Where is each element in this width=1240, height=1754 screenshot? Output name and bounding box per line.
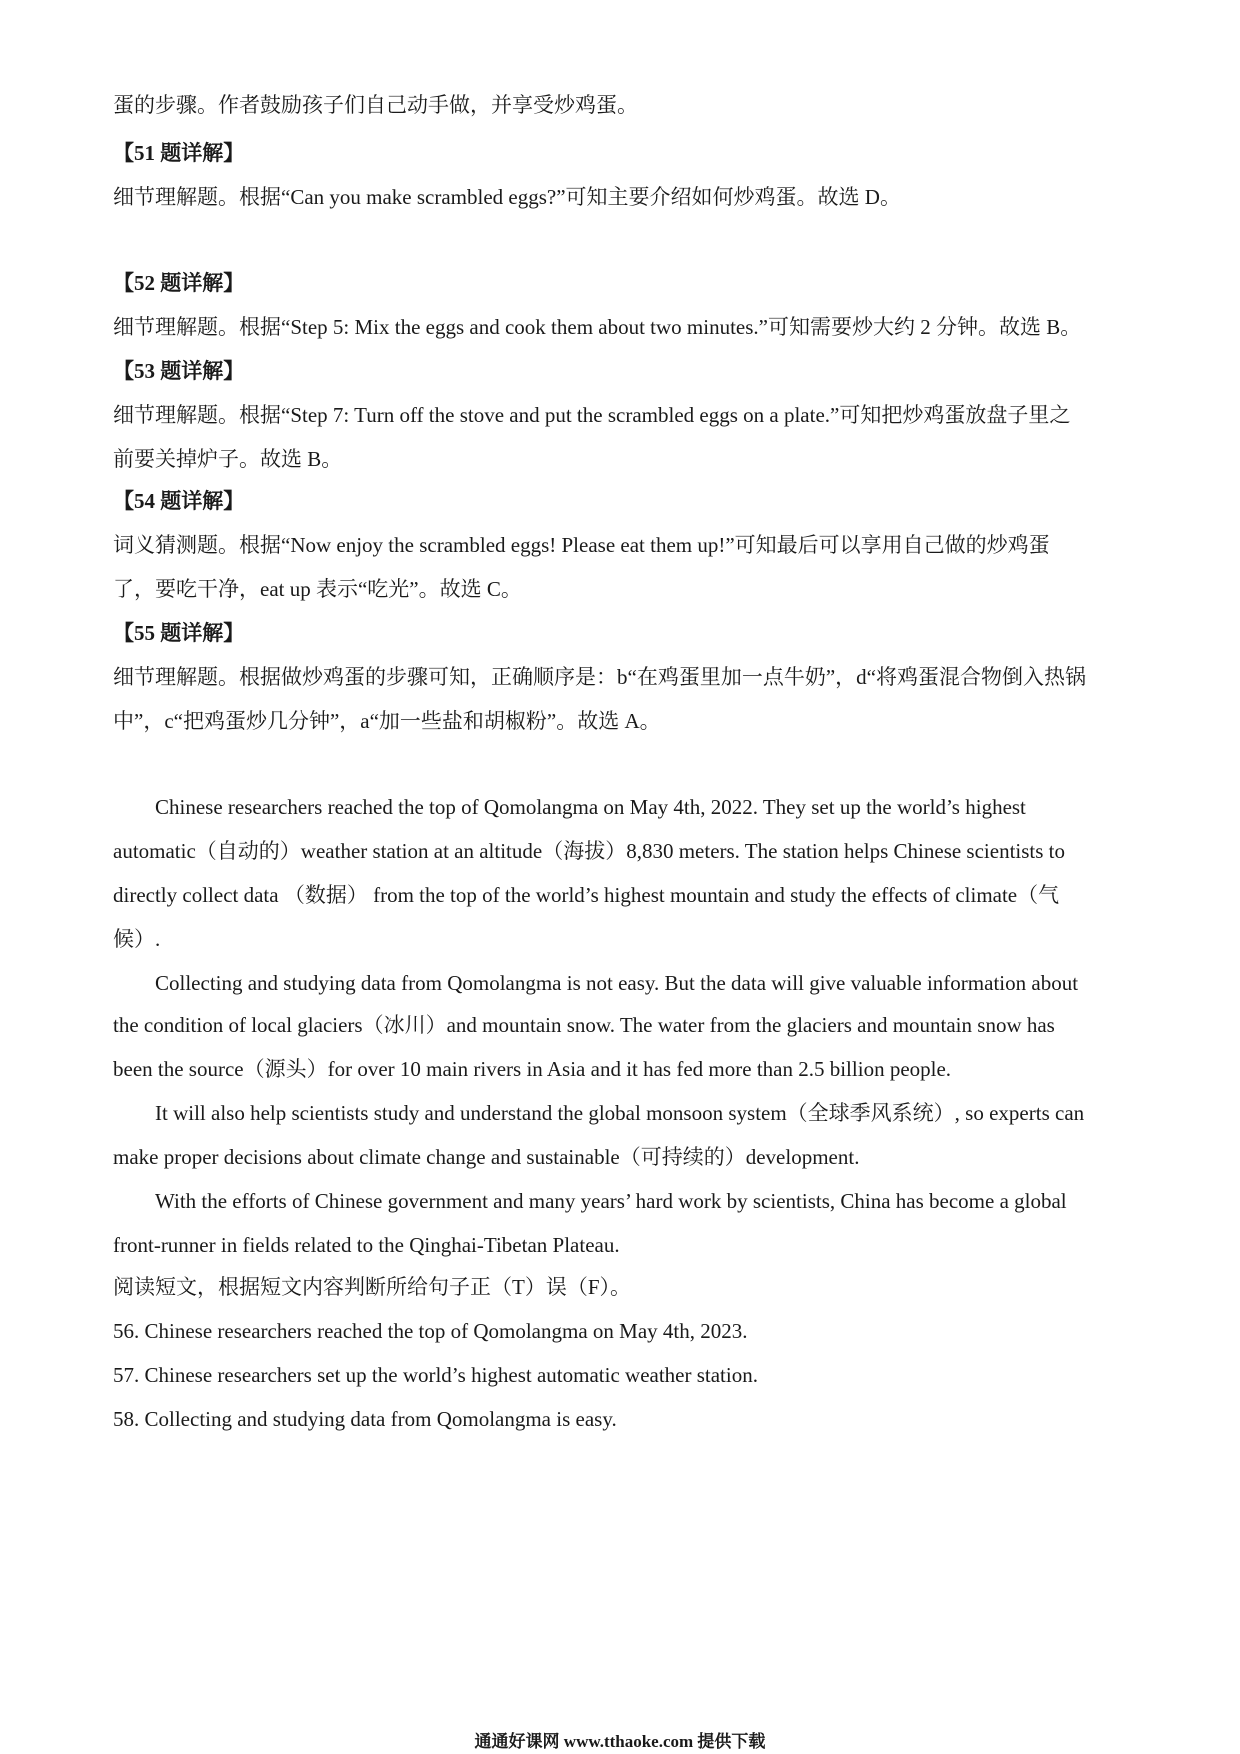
page-footer: 通通好课网 www.tthaoke.com 提供下载	[474, 1732, 766, 1751]
answer-intro-tail: 蛋的步骤。作者鼓励孩子们自己动手做，并享受炒鸡蛋。	[113, 93, 638, 117]
passage-line: front-runner in fields related to the Qinghai-Tibetan Plateau.	[113, 1233, 620, 1257]
q55-explanation-line: 细节理解题。根据做炒鸡蛋的步骤可知，正确顺序是：b“在鸡蛋里加一点牛奶”，d“将鸡蛋混合物倒入热锅	[113, 665, 1086, 689]
q52-heading: 【52 题详解】	[113, 271, 245, 295]
q51-explanation-line: 细节理解题。根据“Can you make scrambled eggs?”可知主要介绍如何炒鸡蛋。故选 D。	[113, 185, 901, 209]
q53-heading: 【53 题详解】	[113, 359, 245, 383]
q53-explanation-line: 细节理解题。根据“Step 7: Turn off the stove and put the scrambled eggs on a plate.”可知把炒鸡蛋放盘子里之	[113, 403, 1071, 427]
passage-line: With the efforts of Chinese government and many years’ hard work by scientists, China has become a global	[155, 1189, 1067, 1213]
q55-explanation-line: 中”，c“把鸡蛋炒几分钟”，a“加一些盐和胡椒粉”。故选 A。	[113, 709, 661, 733]
q54-explanation-line: 了，要吃干净，eat up 表示“吃光”。故选 C。	[113, 577, 522, 601]
passage-line: the condition of local glaciers（冰川）and mountain snow. The water from the glaciers and mountain snow has	[113, 1013, 1055, 1037]
question-56: 56. Chinese researchers reached the top of Qomolangma on May 4th, 2023.	[113, 1319, 748, 1343]
q54-explanation-line: 词义猜测题。根据“Now enjoy the scrambled eggs! Please eat them up!”可知最后可以享用自己做的炒鸡蛋	[113, 533, 1050, 557]
question-57: 57. Chinese researchers set up the world’s highest automatic weather station.	[113, 1363, 758, 1387]
passage-line: Collecting and studying data from Qomolangma is not easy. But the data will give valuable information about	[155, 971, 1079, 995]
passage-line: directly collect data （数据） from the top of the world’s highest mountain and study the effects of climate（气	[113, 883, 1060, 907]
task-instruction: 阅读短文，根据短文内容判断所给句子正（T）误（F）。	[113, 1275, 632, 1299]
q53-explanation-line: 前要关掉炉子。故选 B。	[113, 447, 343, 471]
passage-line: automatic（自动的）weather station at an altitude（海拔）8,830 meters. The station helps Chinese scientists to	[113, 839, 1066, 863]
q54-heading: 【54 题详解】	[113, 489, 245, 513]
q51-heading: 【51 题详解】	[113, 141, 245, 165]
passage-line: been the source（源头）for over 10 main rivers in Asia and it has fed more than 2.5 billion people.	[113, 1057, 952, 1081]
passage-line: 候）.	[113, 927, 161, 951]
passage-line: make proper decisions about climate change and sustainable（可持续的）development.	[113, 1145, 860, 1169]
question-58: 58. Collecting and studying data from Qomolangma is easy.	[113, 1407, 617, 1431]
q52-explanation-line: 细节理解题。根据“Step 5: Mix the eggs and cook them about two minutes.”可知需要炒大约 2 分钟。故选 B。	[113, 315, 1082, 339]
passage-line: Chinese researchers reached the top of Qomolangma on May 4th, 2022. They set up the world’s highest	[155, 795, 1026, 819]
q55-heading: 【55 题详解】	[113, 621, 245, 645]
passage-line: It will also help scientists study and understand the global monsoon system（全球季风系统）, so experts can	[155, 1101, 1085, 1125]
